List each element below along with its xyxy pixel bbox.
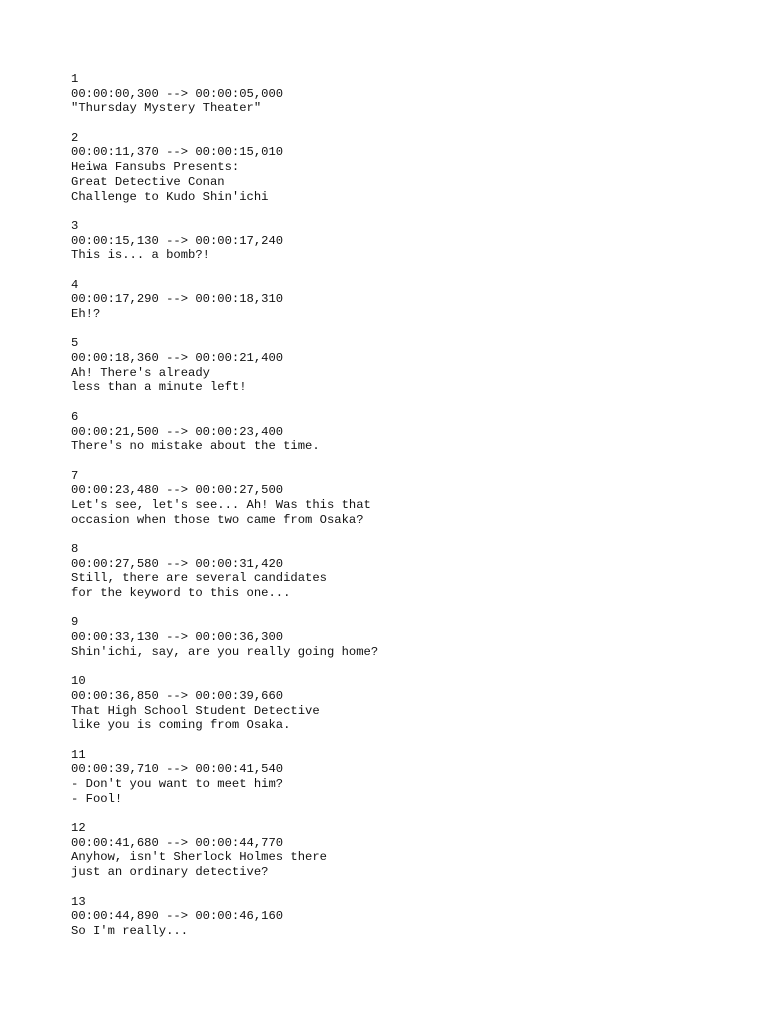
cue-text-line: Still, there are several candidates (71, 571, 327, 586)
subtitle-cue (71, 542, 751, 601)
cue-timing: 00:00:33,130 --> 00:00:36,300 (71, 630, 284, 645)
subtitle-cue (71, 131, 751, 204)
subtitle-cue (71, 674, 751, 733)
cue-index: 4 (71, 277, 79, 292)
cue-index: 9 (71, 615, 79, 630)
cue-text-line: Let's see, let's see... Ah! Was this that (71, 497, 371, 512)
cue-text-line: just an ordinary detective? (71, 865, 269, 880)
cue-text-line: Anyhow, isn't Sherlock Holmes there (71, 850, 327, 865)
subtitle-cue (71, 895, 751, 939)
cue-text-line: There's no mistake about the time. (71, 439, 320, 454)
cue-text-line: Heiwa Fansubs Presents: (71, 160, 240, 175)
cue-timing: 00:00:15,130 --> 00:00:17,240 (71, 233, 284, 248)
cue-text-line: So I'm really... (71, 923, 189, 938)
cue-text-line: Great Detective Conan (71, 174, 225, 189)
cue-index: 12 (71, 821, 86, 836)
subtitle-cue (71, 410, 751, 454)
cue-text-line: like you is coming from Osaka. (71, 718, 291, 733)
cue-text-line: "Thursday Mystery Theater" (71, 101, 262, 116)
subtitle-cue (71, 336, 751, 395)
subtitle-cue (71, 821, 751, 880)
cue-text-line: That High School Student Detective (71, 703, 320, 718)
cue-text-line: This is... a bomb?! (71, 248, 210, 263)
cue-index: 8 (71, 542, 79, 556)
cue-index: 13 (71, 894, 86, 909)
cue-timing: 00:00:17,290 --> 00:00:18,310 (71, 292, 284, 307)
subtitle-cue (71, 219, 751, 263)
cue-timing: 00:00:23,480 --> 00:00:27,500 (71, 483, 284, 498)
subtitle-cue (71, 748, 751, 807)
subtitle-cue (71, 278, 751, 322)
cue-timing: 00:00:44,890 --> 00:00:46,160 (71, 909, 284, 924)
cue-text-line: Ah! There's already (71, 365, 210, 380)
cue-timing: 00:00:27,580 --> 00:00:31,420 (71, 556, 284, 571)
cue-index: 2 (71, 130, 79, 145)
subtitle-cue (71, 72, 751, 116)
cue-index: 10 (71, 674, 86, 689)
cue-timing: 00:00:00,300 --> 00:00:05,000 (71, 86, 284, 101)
cue-timing: 00:00:11,370 --> 00:00:15,010 (71, 145, 284, 160)
cue-index: 7 (71, 468, 79, 483)
cue-timing: 00:00:36,850 --> 00:00:39,660 (71, 688, 284, 703)
cue-text-line: Shin'ichi, say, are you really going home? (71, 644, 379, 659)
cue-text-line: Eh!? (71, 307, 101, 321)
cue-text-line: occasion when those two came from Osaka? (71, 512, 364, 527)
cue-timing: 00:00:41,680 --> 00:00:44,770 (71, 835, 284, 850)
cue-text-line: Challenge to Kudo Shin'ichi (71, 189, 269, 204)
cue-timing: 00:00:39,710 --> 00:00:41,540 (71, 762, 284, 777)
cue-timing: 00:00:18,360 --> 00:00:21,400 (71, 351, 284, 366)
cue-index: 3 (71, 218, 79, 233)
cue-text-line: - Don't you want to meet him? (71, 777, 284, 791)
cue-index: 11 (71, 747, 86, 762)
cue-index: 1 (71, 72, 79, 86)
cue-text-line: - Fool! (71, 791, 123, 806)
cue-index: 5 (71, 336, 79, 351)
subtitle-cue (71, 469, 751, 528)
cue-text-line: less than a minute left! (71, 380, 247, 395)
subtitle-cue (71, 615, 751, 659)
cue-index: 6 (71, 409, 79, 424)
cue-text-line: for the keyword to this one... (71, 586, 291, 601)
subtitle-document (71, 72, 751, 939)
cue-timing: 00:00:21,500 --> 00:00:23,400 (71, 424, 284, 439)
